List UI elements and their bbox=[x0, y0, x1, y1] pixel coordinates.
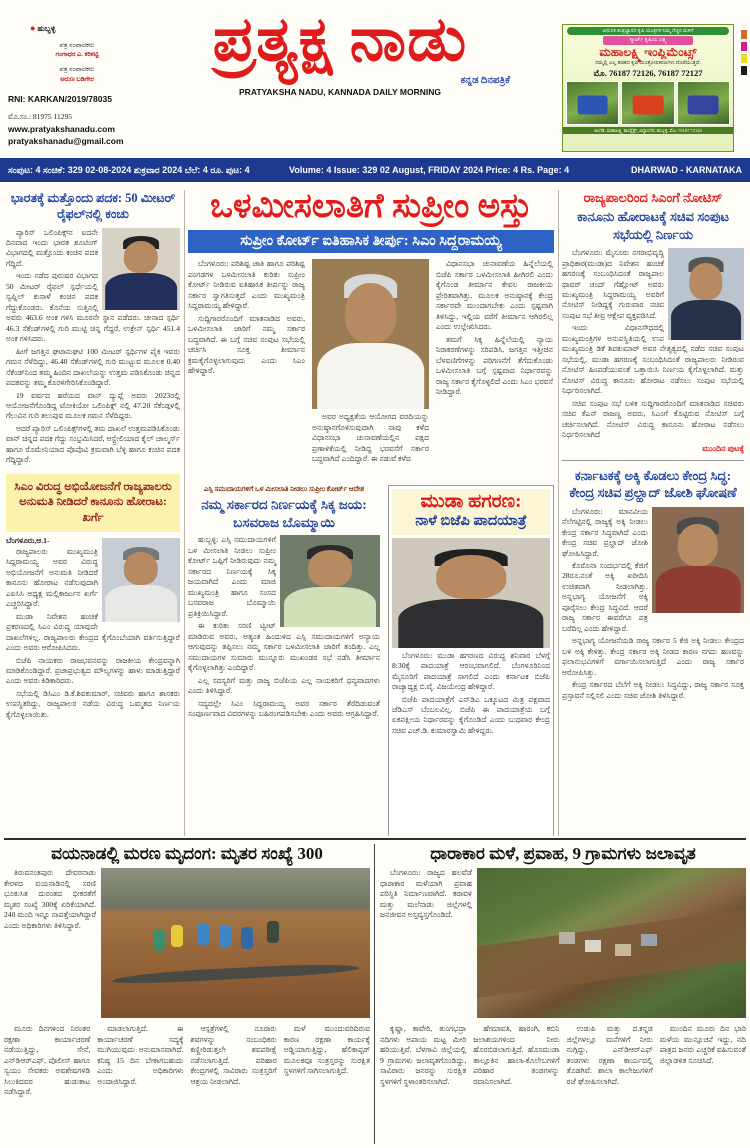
date-bar bbox=[0, 158, 750, 182]
blue-plough-icon bbox=[577, 96, 608, 115]
shooter-medal-photo bbox=[102, 228, 180, 310]
article-body bbox=[562, 248, 744, 453]
bottom-column-rule bbox=[374, 844, 375, 1144]
article-body bbox=[562, 507, 744, 701]
red-dot-icon: ● bbox=[30, 23, 36, 33]
article-muda-boxed bbox=[388, 485, 554, 836]
ad-top-line: ಆಧುನಿಕ ತಂತ್ರಜ್ಞಾನದ ಕೃಷಿ ಯಂತ್ರಗಳ ನಿಮ್ಮ ನೆಚ್ಚಿನ ಮಳಿಗೆ bbox=[567, 27, 729, 35]
article-headline: ಸಿಎಂ ವಿರುದ್ಧ ಅಭಿಯೋಜನೆಗೆ ರಾಜ್ಯಪಾಲರು ಅನುಮತಿ ನೀಡಿದರೆ ಕಾನೂನು ಹೋರಾಟ: ಖರ್ಗೆ bbox=[14, 480, 172, 524]
article-paragraphs: ಬೆಂಗಳೂರು: ಮುಡಾ ಹಗರಣದ ವಿರುದ್ಧ ಶನಿವಾರ ಬೆಳಗ್ಗೆ 8:30ಕ್ಕೆ ಪಾದಯಾತ್ರೆ ಆರಂಭವಾಗಲಿದೆ. ಬೆಂಗಳೂರಿನಿಂದ ಮೈಸೂರಿಗೆ ಪಾದಯಾತ್ರೆ ಸಾಗಲಿದೆ ಎಂದು ಕರ್ನಾಟಕ ಬಿಜೆಪಿ ರಾಜ್ಯಾಧ್ಯಕ್ಷ ಬಿ.ವೈ. ವಿಜಯೇಂದ್ರ ಹೇಳಿದ್ದಾರೆ. ಬಿಜೆಪಿ ಪಾದಯಾತ್ರೆಗೆ ಎನ್‌ಡಿಎ ಒಕ್ಕೂಟದ ಮಿತ್ರ ಪಕ್ಷವಾದ ಜೆಡಿಎಸ್ ಬೆಂಬಲವಿಲ್ಲ. ಬಿಜೆಪಿ ಈ ಪಾದಯಾತ್ರೆಯ ಬಗ್ಗೆ ಏಕಪಕ್ಷೀಯ ನಿರ್ಧಾರವನ್ನು ಕೈಗೊಂಡಿದೆ ಎಂದು ಬುಧವಾರ ಕೇಂದ್ರ ಸಚಿವ ಎಚ್.ಡಿ. ಕುಮಾರಸ್ವಾಮಿ ಹೇಳಿದ್ದರು. bbox=[392, 650, 550, 735]
pralhad-joshi-photo bbox=[652, 507, 744, 613]
masthead-title-block bbox=[140, 8, 540, 97]
article-headline: ನಮ್ಮ ಸರ್ಕಾರದ ನಿರ್ಣಯಕ್ಕೆ ಸಿಕ್ಕ ಜಯ: ಬಸವರಾಜ ಬೊಮ್ಮಾಯಿ bbox=[201, 497, 367, 530]
rescue-people-raincoats bbox=[171, 925, 183, 947]
article-headline: ಧಾರಾಕಾರ ಮಳೆ, ಪ್ರವಾಹ, 9 ಗ್ರಾಮಗಳು ಜಲಾವೃತ bbox=[430, 844, 696, 863]
plough-photo bbox=[566, 81, 619, 125]
print-color-calibration-strip bbox=[741, 30, 747, 78]
wayanad-body-columns: ಮೂರು ದಿನಗಳಿಂದ ನಿರಂತರ ರಕ್ಷಣಾ ಕಾರ್ಯಾಚರಣೆ ನಡೆಯುತ್ತಿದ್ದು, ಸೇನೆ, ಎನ್‌ಡಿಆರ್‌ಎಫ್, ಪೊಲೀಸ್ ಹಾಗೂ ಸ್ವಯಂ ಸೇವಕರು ಅವಶೇಷಗಳಡಿ ಸಿಲುಕಿದವರ ಹುಡುಕಾಟ ನಡೆಸಿದ್ದಾರೆ. ಮಾಡಲಾಗುತ್ತಿದೆ. ಈ ಕಾರ್ಯಾಚರಣೆ ಸದ್ಯಕ್ಕೆ ಮುಗಿಯುವುದು ಅನುಮಾನವಾಗಿದೆ. ಕನಿಷ್ಠ 15 ದಿನ ಬೇಕಾಗಬಹುದು ಎಂದು ಅಧಿಕಾರಿಗಳು ಅಂದಾಜಿಸಿದ್ದಾರೆ. ಆಸ್ಪತ್ರೆಗಳಲ್ಲಿ ನೂರಾರು ಶವಗಳನ್ನು ಸಂಬಂಧಿಕರು ಕಣ್ಣೀರಿಡುತ್ತಲೇ ಶವಪರೀಕ್ಷೆ ನಡೆಸಲಾಗುತ್ತಿದೆ. ಪರಿಹಾರ ಕೇಂದ್ರಗಳಲ್ಲಿ ಸಾವಿರಾರು ಸಂತ್ರಸ್ತರಿಗೆ ಆಶ್ರಯ ನೀಡಲಾಗಿದೆ. ಮಳೆ ಮುಂದುವರಿದಿರುವ ಕಾರಣ ರಕ್ಷಣಾ ಕಾರ್ಯಕ್ಕೆ ಅಡ್ಡಿಯಾಗುತ್ತಿದ್ದು, ಹೆಲಿಕಾಪ್ಟರ್ ಮೂಲಕವೂ ಸಂತ್ರಸ್ತರನ್ನು ಸುರಕ್ಷಿತ ಸ್ಥಳಗಳಿಗೆ ಸಾಗಿಸಲಾಗುತ್ತಿದೆ. bbox=[4, 1024, 370, 1097]
wayanad-side-text: ತಿರುವನಂತಪುರ: ದೇವರನಾಡು ಕೇರಳದ ವಯನಾಡಿನಲ್ಲಿ ಸರಣಿ ಭೂಕುಸಿತ ದುರಂತದ ಭೀಕರತೆಗೆ ಮೃತರ ಸಂಖ್ಯೆ 300ಕ್ಕೆ ಏರಿಕೆಯಾಗಿದೆ. 240 ಮಂದಿ ಇನ್ನೂ ನಾಪತ್ತೆಯಾಗಿದ್ದಾರೆ ಎಂದು ಅಧಿಕಾರಿಗಳು ತಿಳಿಸಿದ್ದಾರೆ. bbox=[4, 868, 96, 930]
website-url: www.pratyakshanadu.com bbox=[8, 123, 115, 134]
middle-articles-row bbox=[188, 485, 554, 836]
center-column bbox=[188, 186, 554, 836]
article-paragraphs: ರಾಜ್ಯಪಾಲರು ಮುಖ್ಯಮಂತ್ರಿ ಸಿದ್ದರಾಮಯ್ಯ ಅವರ ವಿರುದ್ಧ ಅಭಿಯೋಜನೆಗೆ ಅನುಮತಿ ನೀಡಿದರೆ ಕಾನೂನು ಹೋರಾಟ ನಡೆಸುವುದಾಗಿ ಎಐಸಿಸಿ ಅಧ್ಯಕ್ಷ ಮಲ್ಲಿಕಾರ್ಜುನ ಖರ್ಗೆ ಎಚ್ಚರಿಸಿದ್ದಾರೆ. ಮುಡಾ ನಿವೇಶನ ಹಂಚಿಕೆ ಪ್ರಕರಣದಲ್ಲಿ ಸಿಎಂ ವಿರುದ್ಧ ಯಾವುದೇ ದಾಖಲೆಗಳಿಲ್ಲ. ರಾಜ್ಯಪಾಲರು ಕೇಂದ್ರದ ಕೈಗೊಂಬೆಯಾಗಿ ವರ್ತಿಸುತ್ತಿದ್ದಾರೆ ಎಂದು ಅವರು ಆರೋಪಿಸಿದರು. ಬಿಜೆಪಿ ನಾಯಕರು ರಾಜಭವನವನ್ನು ರಾಜಕೀಯ ಕೇಂದ್ರವನ್ನಾಗಿ ಮಾಡಿಕೊಂಡಿದ್ದಾರೆ. ಪ್ರಜಾಪ್ರಭುತ್ವದ ಮೌಲ್ಯಗಳನ್ನು ಹಾಳು ಮಾಡುತ್ತಿದ್ದಾರೆ ಎಂದು ಅವರು ಕಿಡಿಕಾರಿದರು. ಸಭೆಯಲ್ಲಿ ಡಿಸಿಎಂ ಡಿ.ಕೆ.ಶಿವಕುಮಾರ್, ಸಚಿವರು ಹಾಗೂ ಶಾಸಕರು ಉಪಸ್ಥಿತರಿದ್ದು, ರಾಜ್ಯಪಾಲರ ನಡೆಯ ವಿರುದ್ಧ ಒಮ್ಮತದ ನಿರ್ಣಯ ಕೈಗೊಳ್ಳಲಾಯಿತು. bbox=[6, 546, 180, 719]
article-body bbox=[188, 535, 380, 719]
ad-ribbon: ಸ್ಮಾರ್ಟ್ ಕೃಷಿಯ ಲಕ್ಷ್ಯ bbox=[603, 36, 693, 45]
lead-col-3: ವಿಧಾನಸಭಾ ಚುನಾವಣೆಯ ಹಿನ್ನೆಲೆಯಲ್ಲಿ ಬಿಜೆಪಿ ಸರ್ಕಾರ ಒಳಮೀಸಲಾತಿ ಹೀಗಿರಲಿ ಎಂದು ಕೈಗೊಂಡ ತೀರ್ಮಾನ ಕೇವಲ ರಾಜಕೀಯ ಪ್ರೇರಿತವಾಗಿತ್ತು. ಮೂಲಕ ಅನುಷ್ಠಾನಕ್ಕೆ ಕೇಂದ್ರ ಸರ್ಕಾರವೇ ಮುಂದಾಗಬೇಕು ಎಂದು ಸ್ಪಷ್ಟವಾಗಿ ತಿಳಿಸಿದ್ದು, ಇಲ್ಲಿಯ ವರೆಗೆ ತೀರ್ಮಾನ ಆಗಿರಲಿಲ್ಲ ಎಂದು ಉಲ್ಲೇಖಿಸಿದರು. ತಮಗೆ ಸಿಕ್ಕ ಹಿನ್ನೆಲೆಯಲ್ಲಿ ನ್ಯಾಯ ನಿರಾಕರಣೆಗಳನ್ನು ಸರಿಪಡಿಸಿ, ಜಗತ್ತಿನ ಇತ್ತೀಚಿನ ಬೆಳವಣಿಗೆಗಳನ್ನು ಪರಿಗಣನೆಗೆ ತೆಗೆದುಕೊಂಡು ಒಳಮೀಸಲಾತಿ ಬಗ್ಗೆ ಸ್ಪಷ್ಟವಾದ ನಿರ್ಧಾರವನ್ನು ರಾಜ್ಯ ಸರ್ಕಾರ ಕೈಗೊಳ್ಳಲಿದೆ ಎಂದು ಸಿಎಂ ಭರವಸೆ ನೀಡಿದ್ದಾರೆ. bbox=[436, 259, 553, 397]
magenta-bar bbox=[741, 42, 747, 51]
continued-on-page-label: ಮುಂದಿನ ಪುಟಕ್ಕೆ bbox=[702, 443, 744, 453]
left-column bbox=[6, 190, 180, 836]
vijayendra-photo bbox=[392, 538, 550, 648]
flooded-village-aerial-photo bbox=[477, 868, 746, 1018]
kicker-line: ಎಸ್ಸಿ ಸಮುದಾಯಗಳಿಗೆ ಒಳ ಮೀಸಲಾತಿ ನೀಡಲು ಸುಪ್ರೀಂ ಕೋರ್ಟ್ ಆದೇಶ bbox=[203, 485, 365, 494]
region-label: DHARWAD - KARNATAKA bbox=[631, 165, 742, 175]
article-olympic-medal bbox=[6, 190, 180, 466]
phone-number: ಮೊ.ಸಂ.: 81975 11295 bbox=[8, 112, 73, 122]
column-rule-left bbox=[184, 190, 185, 836]
orange-bar bbox=[741, 30, 747, 39]
volume-issue-kannada: ಸಂಪುಟ: 4 ಸಂಚಿಕೆ: 329 02-08-2024 ಶುಕ್ರವಾರ 2024 ಬೆಲೆ: 4 ರೂ. ಪುಟ: 4 bbox=[8, 164, 250, 175]
editor-role: ಪತ್ರ ಸಂಪಾದಕರು bbox=[59, 66, 95, 73]
article-headline-red: ರಾಜ್ಯಪಾಲರಿಂದ ಸಿಎಂಗೆ ನೋಟಿಸ್ bbox=[583, 190, 723, 205]
volume-issue-english: Volume: 4 Issue: 329 02 August, FRIDAY 2024 Price: 4 Rs. Page: 4 bbox=[289, 165, 570, 175]
lead-article-body bbox=[188, 259, 554, 477]
mud-flow bbox=[477, 906, 746, 1001]
muda-headline-1: ಮುಡಾ ಹಗರಣ: bbox=[420, 491, 522, 513]
siddaramaiah-press-photo bbox=[312, 259, 429, 409]
flood-side-text: ಬೆಂಗಳೂರು: ರಾಜ್ಯದ ಹಲವೆಡೆ ಧಾರಾಕಾರ ಮಳೆಯಾಗಿ ಪ್ರವಾಹ ಪರಿಸ್ಥಿತಿ ನಿರ್ಮಾಣವಾಗಿದೆ. ಕರಾವಳಿ ಮತ್ತು ಮಲೆನಾಡು ಜಿಲ್ಲೆಗಳಲ್ಲಿ ಜನಜೀವನ ಅಸ್ತವ್ಯಸ್ತಗೊಂಡಿದೆ. bbox=[380, 868, 472, 920]
black-bar bbox=[741, 66, 747, 75]
muda-headline-block bbox=[392, 489, 550, 534]
ad-business-name: ಮಹಾಲಕ್ಷ್ಮಿ ಇಂಪ್ಲಿಮೆಂಟ್ಸ್ bbox=[599, 45, 697, 59]
right-column bbox=[562, 190, 744, 836]
column-rule-right bbox=[558, 190, 559, 836]
wayanad-rescue-photo bbox=[101, 868, 370, 1018]
wayanad-lead-row bbox=[4, 868, 370, 1020]
editor-name: ಗಂಗಾಧರ ಎ. ಕರಿಕಟ್ಟಿ bbox=[55, 51, 99, 59]
article-kharge-body bbox=[6, 536, 180, 720]
flood-body-columns: ಕೃಷ್ಣಾ, ಕಾವೇರಿ, ತುಂಗಭದ್ರಾ ನದಿಗಳು ಅಪಾಯ ಮಟ್ಟ ಮೀರಿ ಹರಿಯುತ್ತಿವೆ. ಬೆಳಗಾವಿ ಜಿಲ್ಲೆಯಲ್ಲಿ 9 ಗ್ರಾಮಗಳು ಜಲಾವೃತಗೊಂಡಿದ್ದು, ಸಾವಿರಾರು ಜನರನ್ನು ಸುರಕ್ಷಿತ ಸ್ಥಳಗಳಿಗೆ ಸ್ಥಳಾಂತರಿಸಲಾಗಿದೆ. ಹೇಮಾವತಿ, ಹಾರಂಗಿ, ಕಬಿನಿ ಜಲಾಶಯಗಳಿಂದ ನೀರು ಹೊರಬಿಡಲಾಗುತ್ತಿದೆ. ಹೊಸಮುಡಾ ತಾಲ್ಲೂಕಿನ ಹಾಲಾ-ಕೊಲೇಬಗಳಿಗೆ ಪರಿಹಾರ ತಂಡಗಳನ್ನು ರವಾನಿಸಲಾಗಿದೆ. ಉಡುಪಿ ಮತ್ತು ದ.ಕನ್ನಡ ಜಿಲ್ಲೆಗಳಲ್ಲೂ ಮನೆಗಳಿಗೆ ನೀರು ನುಗ್ಗಿದ್ದು, ಎನ್‌ಡಿಆರ್‌ಎಫ್ ತಂಡಗಳು ರಕ್ಷಣಾ ಕಾರ್ಯದಲ್ಲಿ ತೊಡಗಿವೆ. ಶಾಲಾ ಕಾಲೇಜುಗಳಿಗೆ ರಜೆ ಘೋಷಿಸಲಾಗಿದೆ. ಮುಂದಿನ ಮೂರು ದಿನ ಭಾರಿ ಮಳೆಯ ಮುನ್ಸೂಚನೆ ಇದ್ದು, ನದಿ ಪಾತ್ರದ ಜನರು ಎಚ್ಚರಿಕೆ ವಹಿಸುವಂತೆ ಜಿಲ್ಲಾಡಳಿತ ಸೂಚಿಸಿದೆ. bbox=[380, 1024, 746, 1086]
bottom-section-rule bbox=[4, 838, 746, 840]
article-paragraphs: ಹುಬ್ಬಳ್ಳಿ: ಎಸ್ಸಿ ಸಮುದಾಯಗಳಿಗೆ ಒಳ ಮೀಸಲಾತಿ ನೀಡಲು ಸುಪ್ರೀಂ ಕೋರ್ಟ್ ಒಪ್ಪಿಗೆ ನೀಡಿರುವುದು ನಮ್ಮ ಸರ್ಕಾರದ ನಿರ್ಣಯಕ್ಕೆ ಸಿಕ್ಕ ಜಯವಾಗಿದೆ ಎಂದು ಮಾಜಿ ಮುಖ್ಯಮಂತ್ರಿ ಹಾಗೂ ಸಂಸದ ಬಸವರಾಜ ಬೊಮ್ಮಾಯಿ ಪ್ರತಿಕ್ರಿಯಿಸಿದ್ದಾರೆ. ಈ ಕುರಿತು ಸರಣಿ ಟ್ವೀಟ್ ಮಾಡಿರುವ ಅವರು, ಅತ್ಯಂತ ಹಿಂದುಳಿದ ಎಸ್ಸಿ ಸಮುದಾಯಗಳಿಗೆ ಅನ್ಯಾಯ ಆಗುವುದನ್ನು ತಪ್ಪಿಸಲು ನಮ್ಮ ಸರ್ಕಾರ ಒಳಮೀಸಲಾತಿ ಜಾರಿಗೆ ತಂದಿತ್ತು. ಎಲ್ಲ ಸಮುದಾಯಗಳ ಸುಮಾರು ಮುನ್ನೂರು ಮುಖಂಡರ ಸಭೆ ನಡೆಸಿ ತೀರ್ಮಾನ ಕೈಗೊಳ್ಳಲಾಗಿತ್ತು ಎಂದಿದ್ದಾರೆ. ಎಲ್ಲ ಸದಸ್ಯರಿಗೆ ಮತ್ತು ರಾಜ್ಯ ಬಿಜೆಪಿಯ ಎಲ್ಲ ನಾಯಕರಿಗೆ ಧನ್ಯವಾದಗಳು ಎಂದು ತಿಳಿಸಿದ್ದಾರೆ. ಸದ್ಯದಲ್ಲೇ ಸಿಎಂ ಸಿದ್ದರಾಮಯ್ಯ ಅವರ ಸರ್ಕಾರ ತೆರೆದಿಡುವಂತೆ ಸಂಪೂರ್ಣವಾದ ವಿವರಗಳನ್ನು ಬಹಿರಂಗಪಡಿಸಬೇಕು ಎಂದು ಅವರು ಆಗ್ರಹಿಸಿದ್ದಾರೆ. bbox=[188, 535, 380, 718]
muda-headline-2: ನಾಳೆ ಬಿಜೆಪಿ ಪಾದಯಾತ್ರೆ bbox=[415, 513, 527, 530]
article-kharge bbox=[6, 474, 180, 533]
bommai-photo bbox=[280, 535, 380, 627]
ad-product-photos bbox=[566, 81, 730, 125]
kharge-photo bbox=[102, 538, 180, 622]
article-bommai bbox=[188, 485, 380, 836]
article-paragraphs: ಬೆಂಗಳೂರು: ಮೈಸೂರು ನಗರಾಭಿವೃದ್ಧಿ ಪ್ರಾಧಿಕಾರ(ಮುಡಾ)ದ ನಿವೇಶನ ಹಂಚಿಕೆ ಹಗರಣಕ್ಕೆ ಸಂಬಂಧಿಸಿದಂತೆ ರಾಜ್ಯಪಾಲ ಥಾವರ್ ಚಂದ್ ಗೆಹ್ಲೋಟ್ ಅವರು ಮುಖ್ಯಮಂತ್ರಿ ಸಿದ್ದರಾಮಯ್ಯ ಅವರಿಗೆ ನೋಟಿಸ್ ನೀಡಿದ್ದಕ್ಕೆ ಗುರುವಾರ ಸಚಿವ ಸಂಪುಟ ಸಭೆ ತೀವ್ರ ಆಕ್ಷೇಪ ವ್ಯಕ್ತಪಡಿಸಿದೆ. ಇಂದು ವಿಧಾನಸೌಧದಲ್ಲಿ ಮುಖ್ಯಮಂತ್ರಿಗಳ ಅನುಪಸ್ಥಿತಿಯಲ್ಲಿ ಉಪ ಮುಖ್ಯಮಂತ್ರಿ ಡಿಕೆ ಶಿವಕುಮಾರ್ ಅವರ ನೇತೃತ್ವದಲ್ಲಿ ನಡೆದ ಸಚಿವ ಸಂಪುಟ ಸಭೆಯಲ್ಲಿ, ಮುಡಾ ಹಗರಣಕ್ಕೆ ಸಂಬಂಧಿಸಿದಂತೆ ರಾಜ್ಯಪಾಲರು ನೀಡಿರುವ ನೋಟಿಸ್ ಹಿಂಪಡೆಯುವಂತೆ ಒತ್ತಾಯಿಸಿ ನಿರ್ಣಯ ಕೈಗೊಳ್ಳಲಾಗಿದೆ. ಮತ್ತು ನೋಟಿಸ್ ವಿರುದ್ಧ ಕಾನೂನು ಹೋರಾಟ ನಡೆಸಲು ಸಂಪುಟ ಸಭೆಯಲ್ಲಿ ನಿರ್ಧರಿಸಲಾಗಿದೆ. ಸಚಿವ ಸಂಪುಟ ಸಭೆ ಬಳಿಕ ಸುದ್ದಿಗಾರರೊಂದಿಗೆ ಮಾತನಾಡಿದ ಸಚಿವರು ಸಚಿವ ಕೆಎನ್ ರಾಜಣ್ಣ ಅವರು, ಸಿಎಂಗೆ ಕೊಟ್ಟಿರುವ ನೋಟಿಸ್ ಬಗ್ಗೆ ಚರ್ಚಿಸಲಾಗಿದೆ. ನೋಟಿಸ್ ವಿರುದ್ಧ ಕಾನೂನು ಹೋರಾಟ ನಡೆಸಲು ನಿರ್ಧರಿಸಲಾಗಿದೆ bbox=[562, 248, 744, 440]
rni-number: RNI: KARKAN/2019/78035 bbox=[8, 93, 112, 104]
lead-col-1: ಬೆಂಗಳೂರು: ಪರಿಶಿಷ್ಟ ಜಾತಿ ಹಾಗೂ ಪರಿಶಿಷ್ಟ ಪಂಗಡಗಳ ಒಳಮೀಸಲಾತಿ ಕುರಿತು ಸುಪ್ರೀಂ ಕೋರ್ಟ್ ನೀಡಿರುವ ಐತಿಹಾಸಿಕ ತೀರ್ಪನ್ನು ರಾಜ್ಯ ಸರ್ಕಾರ ಸ್ವಾಗತಿಸುತ್ತದೆ ಎಂದು ಮುಖ್ಯಮಂತ್ರಿ ಸಿದ್ದರಾಮಯ್ಯ ಹೇಳಿದ್ದಾರೆ. ಸುದ್ದಿಗಾರರೊಂದಿಗೆ ಮಾತನಾಡಿದ ಅವರು, ಒಳಮೀಸಲಾತಿ ಜಾರಿಗೆ ನಮ್ಮ ಸರ್ಕಾರ ಬದ್ಧವಾಗಿದೆ. ಈ ಬಗ್ಗೆ ಸಚಿವ ಸಂಪುಟ ಸಭೆಯಲ್ಲಿ ಚರ್ಚಿಸಿ ಸೂಕ್ತ ತೀರ್ಮಾನ ಕ್ರಮಕೈಗೊಳ್ಳಲಾಗುವುದು ಎಂದು ಸಿಎಂ ಹೇಳಿದ್ದಾರೆ. bbox=[188, 259, 305, 376]
village-houses bbox=[585, 940, 601, 952]
subtitle-english: PRATYAKSHA NADU, KANNADA DAILY MORNING bbox=[239, 87, 441, 98]
newspaper-title: ಪ್ರತ್ಯಕ್ಷ ನಾಡು bbox=[212, 6, 468, 74]
lead-col2-text: ಅವರ ಅಧ್ಯಕ್ಷತೆಯ ಆಯೋಗದ ವರದಿಯನ್ನು ಅನುಷ್ಠಾನಗೊಳಿಸುವುದಾಗಿ ನಾವು ಕಳೆದ ವಿಧಾನಸಭಾ ಚುನಾವಣೆಯಲ್ಲಿನ ಪಕ್ಷದ ಪ್ರಣಾಳಿಕೆಯಲ್ಲಿ ನೀಡಿದ್ದ ಭರವಸೆಗೆ ಸರ್ಕಾರ ಬದ್ಧವಾಗಿದೆ ಎಂದಿದ್ದಾರೆ. ಈ ನಡುವೆ ಕಳೆದ bbox=[312, 412, 429, 464]
flood-lead-row bbox=[380, 868, 746, 1020]
article-rice bbox=[562, 467, 744, 702]
article-karnataka-flood bbox=[380, 844, 746, 1144]
dateline: ಬೆಂಗಳೂರು,ಆ.1- bbox=[6, 536, 50, 546]
blue-trailer-icon bbox=[688, 96, 719, 115]
editor-block-1 bbox=[8, 41, 146, 61]
subtitle-kannada: ಕನ್ನಡ ದಿನಪತ್ರಿಕೆ bbox=[460, 75, 510, 87]
tiller-photo bbox=[621, 81, 674, 125]
ad-address-line: ಅಂಗಡಿ: ಮಹಾಲಕ್ಷ್ಮಿ ಕಾಂಪ್ಲೆಕ್ಸ್, ವಿದ್ಯಾನಗರ, ಹುಬ್ಬಳ್ಳಿ. ಮೊ: 76187 72126 bbox=[563, 127, 733, 134]
article-headline: ಕರ್ನಾಟಕಕ್ಕೆ ಅಕ್ಕಿ ಕೊಡಲು ಕೇಂದ್ರ ಸಿದ್ಧ: ಕೇಂದ್ರ ಸಚಿವ ಪ್ರಲ್ಹಾದ್ ಜೋಶಿ ಘೋಷಣೆ bbox=[569, 467, 737, 501]
edition-city: ● ಹುಬ್ಬಳ್ಳಿ bbox=[30, 23, 56, 33]
article-paragraphs: ಬೆಂಗಳೂರು: ಮಾನವೀಯ ನೆಲೆಗಟ್ಟಿನಲ್ಲಿ ರಾಜ್ಯಕ್ಕೆ ಅಕ್ಕಿ ನೀಡಲು ಕೇಂದ್ರ ಸರ್ಕಾರ ಸಿದ್ಧವಾಗಿದೆ ಎಂದು ಕೇಂದ್ರ ಸಚಿವ ಪ್ರಲ್ಹಾದ್ ಜೋಶಿ ಘೋಷಿಸಿದ್ದಾರೆ. ಕೊರೊನಾ ಸಂದರ್ಭದಲ್ಲಿ ಕೆಜಿಗೆ 28ರೂ.ನಂತೆ ಅಕ್ಕಿ ಖರೀದಿಸಿ ಉಚಿತವಾಗಿ ನೀಡಲಾಗಿತ್ತು. ಅನ್ನಭಾಗ್ಯ ಯೋಜನೆಗೆ ಅಕ್ಕಿ ಪೂರೈಸಲು ಕೇಂದ್ರ ಸಿದ್ಧವಿದೆ. ಆದರೆ ರಾಜ್ಯ ಸರ್ಕಾರ ಈವರೆಗೂ ಪತ್ರ ಬರೆದಿಲ್ಲ ಎಂದು ಹೇಳಿದ್ದಾರೆ. ಅನ್ನಭಾಗ್ಯ ಯೋಜನೆಯಡಿ ರಾಜ್ಯ ಸರ್ಕಾರ 5 ಕೆಜಿ ಅಕ್ಕಿ ನೀಡಲು ಕೇಂದ್ರದ ಬಳಿ ಅಕ್ಕಿ ಕೇಳಿತ್ತು. ಕೇಂದ್ರ ಸರ್ಕಾರ ಅಕ್ಕಿ ನೀಡದ ಕಾರಣ ನಗದು ಹಣವನ್ನು ಫಲಾನುಭವಿಗಳಿಗೆ ವರ್ಗಾಯಿಸಲಾಗುತ್ತಿದೆ ಎಂದು ರಾಜ್ಯ ಸರ್ಕಾರ ಆರೋಪಿಸಿತ್ತು. ಕೇಂದ್ರ ಸರ್ಕಾರದ ಬೆಲೆಗೆ ಅಕ್ಕಿ ನೀಡಲು ಸಿದ್ಧವಿದ್ದು, ರಾಜ್ಯ ಸರ್ಕಾರ ಸೂಕ್ತ ಪ್ರಸ್ತಾವನೆ ಸಲ್ಲಿಸಲಿ ಎಂದು ಸಚಿವ ಜೋಶಿ ತಿಳಿಸಿದ್ದಾರೆ. bbox=[562, 506, 744, 700]
article-headline: ವಯನಾಡಲ್ಲಿ ಮರಣ ಮೃದಂಗ: ಮೃತರ ಸಂಖ್ಯೆ 300 bbox=[51, 844, 323, 863]
trailer-photo bbox=[677, 81, 730, 125]
editor-block-2 bbox=[8, 65, 146, 85]
lead-subhead: ಸುಪ್ರೀಂ ಕೋರ್ಟ್ ಐತಿಹಾಸಿಕ ತೀರ್ಪು: ಸಿಎಂ ಸಿದ್ದರಾಮಯ್ಯ bbox=[188, 230, 554, 253]
article-wayanad bbox=[4, 844, 370, 1144]
shivakumar-photo bbox=[668, 248, 744, 340]
advertisement-mahalakshmi bbox=[562, 24, 734, 152]
yellow-bar bbox=[741, 54, 747, 63]
lead-col-2 bbox=[312, 259, 429, 477]
masthead-left-info bbox=[8, 22, 146, 148]
red-tiller-icon bbox=[633, 96, 664, 115]
article-divider bbox=[562, 460, 744, 461]
lead-headline: ಒಳಮೀಸಲಾತಿಗೆ ಸುಪ್ರೀಂ ಅಸ್ತು bbox=[210, 188, 532, 225]
editor-name: ಅರುಣ ಬಡಿಗೇರ bbox=[60, 75, 94, 83]
ad-description: ನಮ್ಮಲ್ಲಿ ಎಲ್ಲ ತರಹದ ಕೃಷಿ ಯಂತ್ರೋಪಕರಣಗಳು ದೊರೆಯುತ್ತವೆ. bbox=[595, 60, 701, 67]
makeshift-bridge bbox=[112, 962, 360, 986]
article-paragraphs: ಪ್ಯಾರಿಸ್ ಒಲಿಂಪಿಕ್ಸ್‌ನ ಐದನೇ ದಿನವಾದ ಇಂದು ಭಾರತ ಶೂಟಿಂಗ್ ವಿಭಾಗದಲ್ಲಿ ಮತ್ತೊಂದು ಕಂಚಿನ ಪದಕ ಗೆದ್ದಿದೆ. ಇಂದು ನಡೆದ ಪುರುಷರ ವಿಭಾಗದ 50 ಮೀಟರ್ ರೈಫಲ್ ಸ್ಪರ್ಧೆಯಲ್ಲಿ ಸ್ವಪ್ನಿಲ್ ಕುಸಾಳೆ ಕಂಚಿನ ಪದಕ ಗೆದ್ದುಕೊಂಡರು. ಕೊನೆಯ ಸುತ್ತಿನಲ್ಲಿ ಅವರು 463.6 ಅಂಕ ಗಳಿಸಿ ಮೂರನೇ ಸ್ಥಾನ ಪಡೆದರು. ಚೀನಾದ ಸ್ಪರ್ಧಿ 46.3 ಸೆಕೆಂಡ್‌ಗಳಲ್ಲಿ ಗುರಿ ಮುಟ್ಟಿ ಚಿನ್ನ ಗೆದ್ದರೆ, ಉಕ್ರೇನ್ ಸ್ಪರ್ಧಿ 451.4 ಅಂಕ ಗಳಿಸಿದರು. ಹೀಗೆ ಜಗತ್ತಿನ ಘಟಾನುಘಟಿ 100 ಮೀಟರ್ ಸ್ಪರ್ಧಿಗಳ ಪೈಕಿ ಇವರು ಗಮನ ಸೆಳೆದಿದ್ದು, 46.40 ಸೆಕೆಂಡ್‌ಗಳಲ್ಲಿ ಗುರಿ ಮುಟ್ಟುವ ಮೂಲಕ 0.40 ಸೆಕೆಂಡ್‌ನಿಂದ ತಮ್ಮ ಹಿಂದಿನ ದಾಖಲೆಯನ್ನು ಉತ್ತಮ ಪಡಿಸಿಕೊಂಡು ಚಿನ್ನದ ಪದಕವನ್ನು ತಮ್ಮ ಕೊರಳಿಗೇರಿಸಿಕೊಂಡಿದ್ದಾರೆ. 19 ವರ್ಷದ ಹರೆಯದ ವಾನ್ ದ್ಯುಪ್ಲೆ ಅವರು 2023ರಲ್ಲಿ ಆಯೋಜನೆಗೊಂಡಿದ್ದ ಟೋಕಿಯೋ ಒಲಿಂಪಿಕ್ಸ್ ನಲ್ಲಿ 47.20 ಸೆಕೆಂಡ್ಗಳಲ್ಲಿ ಗೆಲುವಿನ ಗುರಿ ತಲುಪುವ ಮೂಲಕ ಗಮನ ಸೆಳೆದಿದ್ದರು. ಆದರೆ ಪ್ಯಾರಿಸ್ ಒಲಿಂಪಿಕ್ಸ್‌ಗಳಲ್ಲಿ ತಮ ದಾಖಲೆ ಉತ್ತಮಪಡಿಸಿಕೊಂಡು ವಾನ್ ಚಿನ್ನದ ಪದಕ ಗೆದ್ದು ಸಂಭ್ರಮಿಸಿದರೆ, ಆಸ್ಟ್ರೇಲಿಯಾದ ಕೈಲ್ ಚಾಲ್ಮರ್ಸ್ ಹಾಗೂ ರೊಮೇನಿಯಾದ ಪೊಪೊವಿ ಕ್ರಮವಾಗಿ ಬೆಳ್ಳಿ ಹಾಗೂ ಕಂಚಿನ ಪದಕ ಗೆದ್ದಿದ್ದಾರೆ. bbox=[6, 227, 180, 465]
article-headline: ಭಾರತಕ್ಕೆ ಮತ್ತೊಂದು ಪದಕ: 50 ಮೀಟರ್ ರೈಫಲ್‌ನಲ್ಲಿ ಕಂಚು bbox=[10, 191, 176, 222]
ad-phone: ಮೊ. 76187 72126, 76187 72127 bbox=[593, 68, 703, 79]
email-address: pratyakshanadu@gmail.com bbox=[8, 136, 124, 147]
editor-role: ಪತ್ರ ಸಂಪಾದಕರು bbox=[59, 41, 95, 49]
article-body bbox=[6, 228, 180, 466]
article-subhead: ಕಾನೂನು ಹೋರಾಟಕ್ಕೆ ಸಚಿವ ಸಂಪುಟ ಸಭೆಯಲ್ಲಿ ನಿರ್ಣಯ bbox=[577, 209, 729, 242]
article-governor-notice bbox=[562, 190, 744, 454]
masthead bbox=[0, 0, 750, 158]
